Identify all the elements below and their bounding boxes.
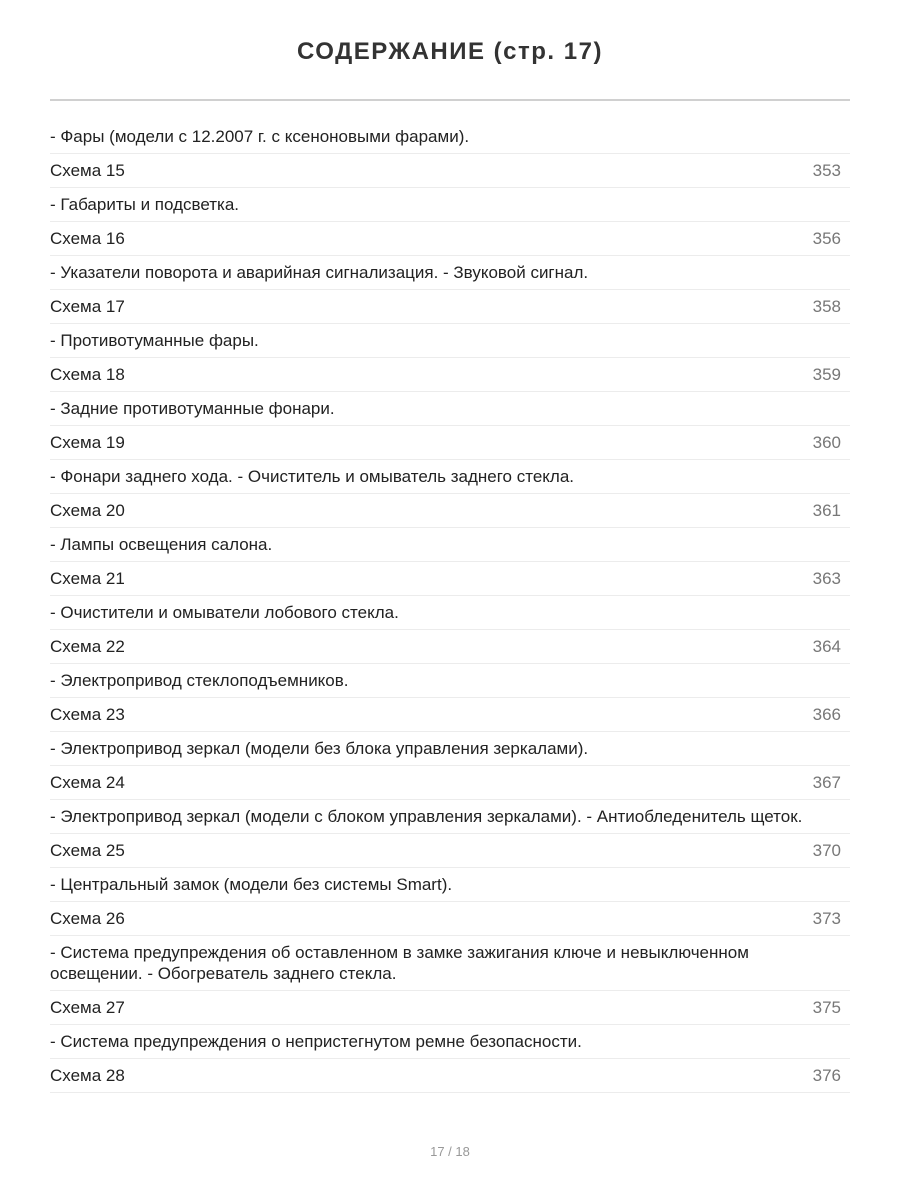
toc-scheme-row[interactable] — [50, 630, 850, 664]
toc-scheme-row[interactable] — [50, 562, 850, 596]
scheme-page-number: 375 — [812, 998, 841, 1017]
scheme-page-number: 360 — [812, 433, 841, 452]
scheme-label: Схема 27 — [50, 998, 125, 1017]
page-title: СОДЕРЖАНИЕ (стр. 17) — [297, 38, 603, 65]
toc-description: - Электропривод зеркал (модели без блока управления зеркалами). — [50, 739, 589, 758]
toc-scheme-row[interactable] — [50, 766, 850, 800]
toc-description: - Фонари заднего хода. - Очиститель и омыватель заднего стекла. — [50, 467, 575, 486]
toc-description-row — [50, 596, 850, 630]
toc-description-row — [50, 868, 850, 902]
toc-description-row — [50, 120, 850, 154]
toc-scheme-row[interactable] — [50, 902, 850, 936]
toc-description: - Габариты и подсветка. — [50, 195, 240, 214]
toc-description-row — [50, 1025, 850, 1059]
toc-description-row — [50, 392, 850, 426]
scheme-label: Схема 28 — [50, 1066, 125, 1085]
toc-scheme-row[interactable] — [50, 698, 850, 732]
scheme-page-number: 358 — [812, 297, 841, 316]
toc-description: - Система предупреждения об оставленном в замке зажигания ключе и невыключенном освещении. - Обогреватель заднего стекла. — [50, 943, 749, 983]
scheme-page-number: 367 — [812, 773, 841, 792]
scheme-label: Схема 26 — [50, 909, 125, 928]
toc-description-row — [50, 936, 850, 991]
scheme-label: Схема 24 — [50, 773, 125, 792]
scheme-page-number: 373 — [812, 909, 841, 928]
toc-description-row — [50, 732, 850, 766]
toc-description: - Электропривод зеркал (модели с блоком управления зеркалами). - Антиобледенитель щеток. — [50, 807, 803, 826]
toc-description-row — [50, 256, 850, 290]
scheme-page-number: 370 — [812, 841, 841, 860]
scheme-label: Схема 25 — [50, 841, 125, 860]
toc-description: - Система предупреждения о непристегнутом ремне безопасности. — [50, 1032, 582, 1051]
toc-description-row — [50, 324, 850, 358]
scheme-label: Схема 22 — [50, 637, 125, 656]
scheme-label: Схема 18 — [50, 365, 125, 384]
toc-scheme-row[interactable] — [50, 1059, 850, 1093]
scheme-label: Схема 19 — [50, 433, 125, 452]
toc-description-row — [50, 528, 850, 562]
toc-description-row — [50, 664, 850, 698]
scheme-page-number: 359 — [812, 365, 841, 384]
toc-description: - Указатели поворота и аварийная сигнализация. - Звуковой сигнал. — [50, 263, 589, 282]
scheme-label: Схема 15 — [50, 161, 125, 180]
toc-scheme-row[interactable] — [50, 991, 850, 1025]
scheme-label: Схема 16 — [50, 229, 125, 248]
toc-description: - Противотуманные фары. — [50, 331, 259, 350]
toc-scheme-row[interactable] — [50, 426, 850, 460]
toc-scheme-row[interactable] — [50, 834, 850, 868]
toc-scheme-row[interactable] — [50, 154, 850, 188]
scheme-page-number: 364 — [812, 637, 841, 656]
scheme-page-number: 363 — [812, 569, 841, 588]
scheme-label: Схема 21 — [50, 569, 125, 588]
scheme-label: Схема 17 — [50, 297, 125, 316]
toc-list — [50, 120, 850, 1093]
toc-description-row — [50, 188, 850, 222]
scheme-page-number: 356 — [812, 229, 841, 248]
scheme-page-number: 353 — [812, 161, 841, 180]
scheme-page-number: 361 — [812, 501, 841, 520]
toc-description: - Лампы освещения салона. — [50, 535, 273, 554]
scheme-label: Схема 23 — [50, 705, 125, 724]
page-indicator: 17 / 18 — [430, 1144, 470, 1159]
toc-description: - Задние противотуманные фонари. — [50, 399, 335, 418]
toc-scheme-row[interactable] — [50, 290, 850, 324]
toc-scheme-row[interactable] — [50, 358, 850, 392]
toc-description: - Фары (модели с 12.2007 г. с ксеноновыми фарами). — [50, 127, 470, 146]
toc-scheme-row[interactable] — [50, 494, 850, 528]
toc-scheme-row[interactable] — [50, 222, 850, 256]
title-divider — [50, 99, 850, 101]
toc-description: - Очистители и омыватели лобового стекла. — [50, 603, 399, 622]
toc-description-row — [50, 460, 850, 494]
toc-description: - Центральный замок (модели без системы Smart). — [50, 875, 453, 894]
scheme-label: Схема 20 — [50, 501, 125, 520]
toc-description: - Электропривод стеклоподъемников. — [50, 671, 349, 690]
toc-description-row — [50, 800, 850, 834]
scheme-page-number: 376 — [812, 1066, 841, 1085]
scheme-page-number: 366 — [812, 705, 841, 724]
